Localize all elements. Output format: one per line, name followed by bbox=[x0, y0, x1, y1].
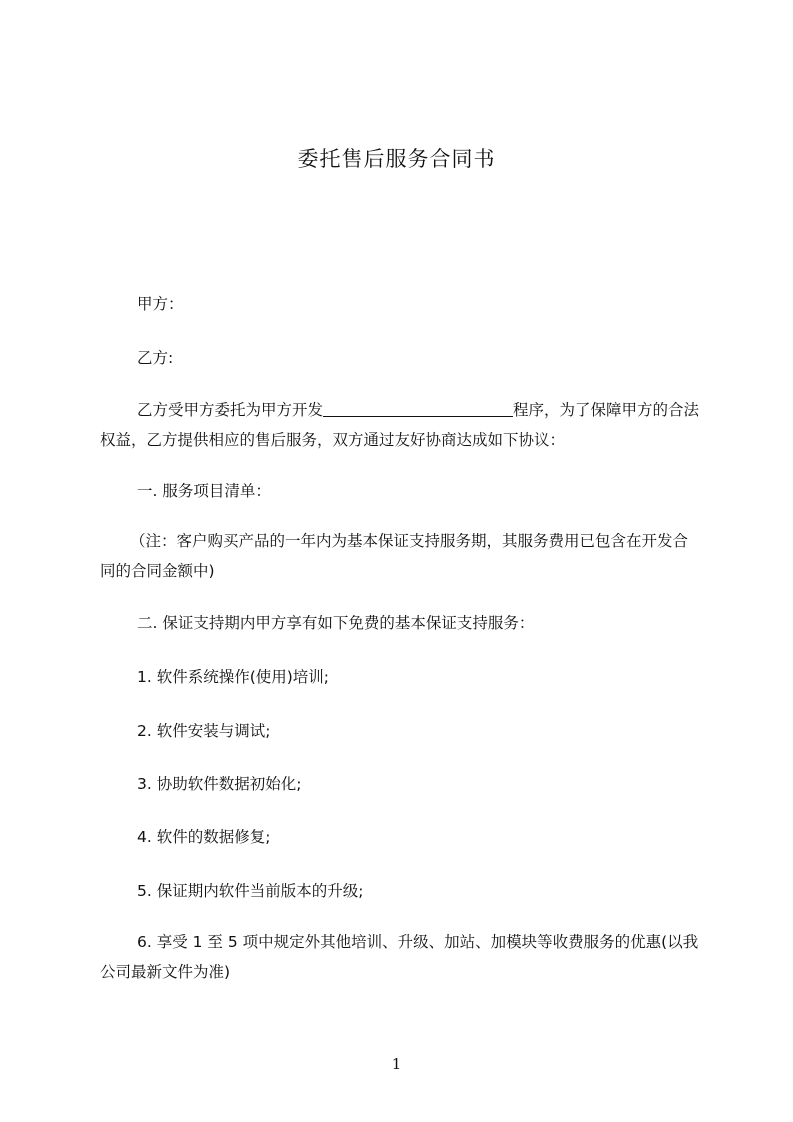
intro-text-after: 程序，为了保障甲方的合法权益，乙方提供相应的售后服务，双方通过友好协商达成如下协议： bbox=[100, 401, 700, 449]
intro-paragraph bbox=[100, 395, 700, 455]
note-paragraph: （注：客户购买产品的一年内为基本保证支持服务期，其服务费用已包含在开发合同的合同金额中) bbox=[100, 532, 689, 580]
list-item: 4. 软件的数据修复; bbox=[137, 828, 271, 846]
section1-heading: 一. 服务项目清单： bbox=[137, 482, 271, 500]
program-name-blank[interactable] bbox=[323, 398, 513, 417]
list-item: 5. 保证期内软件当前版本的升级; bbox=[137, 882, 364, 900]
party-b-label: 乙方: bbox=[137, 349, 174, 367]
document-title: 委托售后服务合同书 bbox=[297, 147, 496, 171]
page-number: 1 bbox=[391, 1055, 402, 1073]
list-item: 1. 软件系统操作(使用)培训; bbox=[137, 668, 330, 686]
list-item: 3. 协助软件数据初始化; bbox=[137, 775, 302, 793]
party-a-label: 甲方： bbox=[137, 295, 184, 313]
intro-text-before: 乙方受甲方委托为甲方开发 bbox=[137, 401, 324, 419]
section2-heading: 二. 保证支持期内甲方享有如下免费的基本保证支持服务： bbox=[137, 614, 535, 632]
list-item: 2. 软件安装与调试; bbox=[137, 722, 271, 740]
list-item: 6. 享受 1 至 5 项中规定外其他培训、升级、加站、加模块等收费服务的优惠(以我公司最新文件为准) bbox=[100, 933, 699, 981]
